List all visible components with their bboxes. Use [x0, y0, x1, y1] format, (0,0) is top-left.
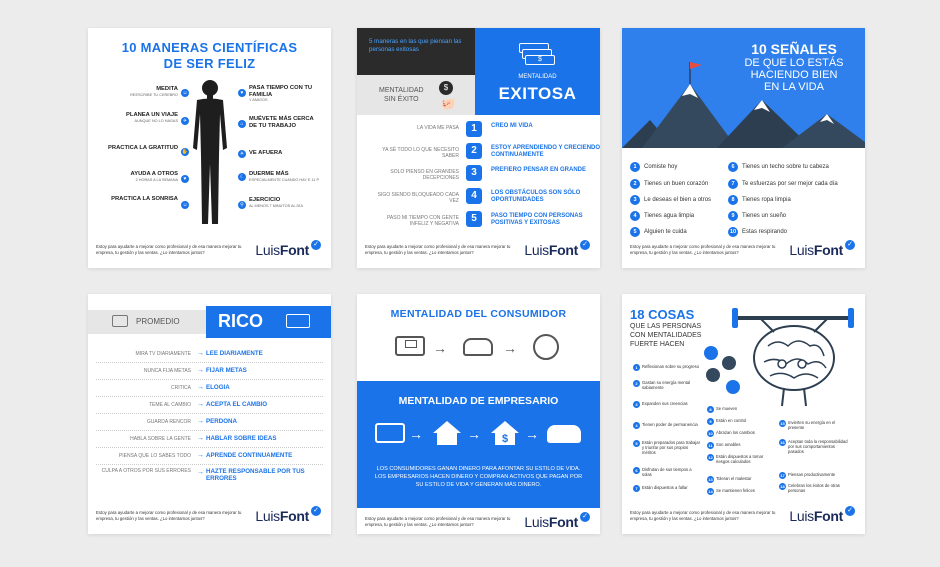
sign-1: 1 Comiste hoy [630, 162, 677, 173]
sign-3: 3 Le deseas el bien a otros [630, 195, 711, 206]
left-item-2: PLANEA UN VIAJE AUNQUE NO LO HAGAS [126, 112, 178, 123]
thing-2: 2 Gastan su energía mental sabiamente [642, 380, 702, 390]
thing-15: 15 Invierten su energía en el presente [780, 420, 836, 430]
infographic-success-mindset[interactable] [357, 28, 600, 268]
right-item-4: DUERME MÁS ESPECIALMENTE CUANDO HAY E 11 P [249, 171, 320, 182]
footer [96, 240, 323, 262]
check-icon: ✓ [311, 506, 321, 516]
sign-9: 9 Tienes un sueño [728, 211, 786, 222]
money-stack-icon [286, 314, 310, 328]
arrow-icon: → [409, 426, 423, 442]
card1-title-line1: 10 MANERAS CIENTÍFICAS [121, 40, 298, 55]
plane-icon: ✈ [182, 118, 188, 124]
rich-row-5: GUARDA RENCOR → PERDONA [96, 414, 323, 431]
rich-row-2: NUNCA FIJA METAS → FIJAR METAS [96, 363, 323, 380]
thing-12: 12 Están dispuestos a tomar riesgos calculados [708, 454, 764, 464]
intro-panel [357, 28, 475, 75]
luisfont-logo: LuisFont [789, 508, 843, 524]
footer: Estoy para ayudarte a mejorar como profesional y de esa manera mejorar tu empresa, tu gestión y las ventas. ¿Lo intentamos juntos? LuisFont ✓ [630, 240, 857, 262]
right-head-panel [206, 306, 331, 338]
human-silhouette-icon [189, 78, 231, 226]
entrepreneur-title: MENTALIDAD DE EMPRESARIO [398, 395, 559, 407]
thing-6: 6 Disfrutan de sus tiempos a solas [642, 467, 702, 477]
hand-money-icon [395, 336, 425, 356]
bed-icon: ☾ [239, 174, 245, 180]
thing-13: 13 Toleran el malestar [708, 476, 752, 482]
sign-4: 4 Tienes agua limpia [630, 211, 694, 222]
arrow-icon: → [433, 340, 447, 356]
right-head-2: EXITOSA [498, 84, 577, 103]
right-item-5: EJERCICIO AL MENOS 7 MINUTOS AL DÍA [249, 197, 303, 208]
right-item-2: MUÉVETE MÁS CERCA DE TU TRABAJO [249, 116, 314, 129]
rich-row-7: PIENSA QUE LO SABES TODO → APRENDE CONTINUAMENTE [96, 448, 323, 465]
infographic-18-things[interactable] [622, 294, 865, 534]
dollar-icon: $ [439, 81, 453, 95]
thing-16: 16 Aceptan toda la responsabilidad por sus comportamientos pasados [780, 439, 848, 454]
sign-7: 7 Te esfuerzas por ser mejor cada día [728, 179, 838, 190]
left-item-4: AYUDA A OTROS 2 HORAS A LA SEMANA [130, 171, 178, 182]
left-head-panel [88, 310, 206, 334]
money-stack-icon: $ [519, 43, 555, 67]
luisfont-logo: LuisFont [255, 508, 309, 524]
left-head: MENTALIDAD SIN ÉXITO [379, 87, 424, 103]
heart-icon: ♥ [238, 89, 246, 97]
arrow-icon: → [525, 426, 539, 442]
rich-row-1: MIRA TV DIARIAMENTE → LEE DIARIAMENTE [96, 346, 323, 363]
thing-17: 17 Piensan productivamente [780, 472, 836, 478]
hand-money-icon [375, 423, 405, 443]
location-icon: ⌂ [238, 120, 246, 128]
thing-18: 18 Celebran los éxitos de otras personas [780, 483, 840, 493]
infographic-ten-signs[interactable] [622, 28, 865, 268]
thing-11: 11 Son amables [708, 442, 741, 448]
entrepreneur-text: LOS CONSUMIDORES GANAN DINERO PARA AFONTAR SU ESTILO DE VIDA. LOS EMPRESARIOS HACEN DINERO Y COMPRAN ACTIVOS QUE PAGAN POR SU ESTILO DE VIDA Y GENERAN MÁS DINERO. [374, 466, 583, 488]
footer: Estoy para ayudarte a mejorar como profesional y de esa manera mejorar tu empresa, tu gestión y las ventas. ¿Lo intentamos juntos? LuisFont ✓ [630, 506, 857, 528]
sign-5: 5 Alguien te cuida [630, 227, 687, 238]
right-head: RICO [218, 311, 263, 331]
people-icon [704, 346, 718, 360]
compare-row-4: SIGO SIENDO BLOQUEADO CADA VEZ 4 LOS OBSTÁCULOS SON SÓLO OPORTUNIDADES [377, 190, 581, 204]
infographic-happy-ways[interactable] [88, 28, 331, 268]
check-icon: ✓ [311, 240, 321, 250]
check-icon: ✓ [580, 240, 590, 250]
thing-4: 4 Tienen poder de permanencia [642, 422, 702, 427]
compare-row-1: LA VIDA ME PASA 1 CREO MI VIDA [367, 119, 592, 141]
left-head-panel [357, 75, 475, 115]
thing-14: 14 Se mantienen felices [708, 488, 755, 494]
thing-1: 1 Reflexionan sobre su progreso [642, 364, 702, 369]
luisfont-logo: LuisFont [524, 514, 578, 530]
luisfont-logo: LuisFont [524, 242, 578, 258]
rich-row-3: CRITICA → ELOGIA [96, 380, 323, 397]
thing-10: 10 Abrazan los cambios [708, 430, 755, 436]
sign-10: 10 Estas respirando [729, 229, 788, 235]
right-item-1: PASA TIEMPO CON TU FAMILIA Y AMIGOS [249, 85, 313, 103]
left-item-1: MEDITA REESCRIBE TU CEREBRO [130, 86, 178, 97]
card1-title-line2: DE SER FELIZ [163, 56, 256, 71]
intro-text: 5 maneras en las que piensan las personas exitosas [369, 38, 462, 53]
infographic-average-vs-rich[interactable] [88, 294, 331, 534]
sign-2: 2 Tienes un buen corazón [630, 179, 708, 190]
rich-row-6: HABLA SOBRE LA GENTE → HABLAR SOBRE IDEAS [96, 431, 323, 448]
group-icon [706, 368, 720, 382]
car-icon [463, 338, 493, 356]
rich-row-4: TEME AL CAMBIO → ACEPTA EL CAMBIO [96, 397, 323, 414]
right-head-panel [475, 28, 600, 115]
compare-row-2: YA SÉ TODO LO QUE NECESITO SABER 2 ESTOY APRENDIENDO Y CRECIENDO CONTINUAMENTE [382, 145, 600, 159]
gratitude-icon: ✋ [181, 149, 189, 155]
check-icon: ✓ [845, 506, 855, 516]
brain-barbell-icon [728, 302, 858, 412]
check-icon: ✓ [580, 512, 590, 522]
sign-8: 8 Tienes ropa limpia [728, 195, 791, 206]
consumer-title: MENTALIDAD DEL CONSUMIDOR [390, 308, 567, 320]
svg-text:$: $ [501, 433, 509, 445]
luisfont-logo: LuisFont [789, 242, 843, 258]
compare-row-5: PASO MI TIEMPO CON GENTE INFELIZ Y NEGATIVA 5 PASO TIEMPO CON PERSONAS POSITIVAS Y EXITOSAS [386, 213, 583, 227]
steering-wheel-icon [533, 334, 559, 360]
house-icon [431, 419, 463, 447]
car-icon [547, 425, 581, 443]
left-item-3: PRACTICA LA GRATITUD [108, 145, 178, 151]
smile-icon: ☺ [182, 202, 188, 208]
money-icon [112, 315, 128, 327]
bike-icon: ⚲ [238, 201, 246, 209]
card1-title [88, 40, 331, 72]
card3-title: 10 SEÑALES DE QUE LO ESTÁS HACIENDO BIEN EN LA VIDA [744, 41, 844, 93]
meditate-icon: ☺ [182, 90, 188, 96]
right-item-3: VE AFUERA [249, 150, 283, 156]
rich-row-8: CULPA A OTROS POR SUS ERRORES → HAZTE RESPONSABLE POR TUS ERRORES [101, 468, 305, 482]
arrow-icon: → [503, 340, 517, 356]
right-head-1: MENTALIDAD [518, 74, 557, 80]
outdoor-icon: ☀ [239, 151, 245, 157]
compare-row-3: SOLO PIENSO EN GRANDES DECEPCIONES 3 PREFIERO PENSAR EN GRANDE [390, 167, 587, 181]
footer-text: Estoy para ayudarte a mejorar como profesional y de esa manera mejorar tu empresa, tu gestión y las ventas. ¿Lo intentamos juntos? [96, 244, 242, 255]
person-icon [722, 356, 736, 370]
infographic-consumer-vs-entrepreneur[interactable] [357, 294, 600, 534]
thing-3: 3 Expanden sus creencias [642, 401, 702, 406]
help-icon: ♥ [181, 175, 189, 183]
arrow-icon: → [467, 426, 481, 442]
left-head: PROMEDIO [136, 317, 180, 326]
footer: Estoy para ayudarte a mejorar como profesional y de esa manera mejorar tu empresa, tu gestión y las ventas. ¿Lo intentamos juntos? LuisFont ✓ [96, 506, 323, 528]
piggy-bank-icon: 🐖 [441, 97, 456, 111]
check-icon: ✓ [845, 240, 855, 250]
thing-8: 8 Se mueven [716, 406, 776, 411]
thing-7: 7 Están dispuestos a fallar [642, 485, 702, 490]
luisfont-logo: LuisFont [255, 242, 309, 258]
thing-9: 9 Están en control [716, 418, 776, 423]
house-dollar-icon [489, 419, 521, 447]
left-item-5: PRACTICA LA SONRISA [111, 196, 178, 202]
sign-6: 6 Tienes un techo sobre tu cabeza [728, 162, 829, 173]
gear-icon [726, 380, 740, 394]
footer: Estoy para ayudarte a mejorar como profesional y de esa manera mejorar tu empresa, tu gestión y las ventas. ¿Lo intentamos juntos? LuisFont ✓ [357, 508, 600, 534]
footer: Estoy para ayudarte a mejorar como profesional y de esa manera mejorar tu empresa, tu gestión y las ventas. ¿Lo intentamos juntos? LuisFont ✓ [365, 240, 592, 262]
card6-title: 18 COSAS QUE LAS PERSONAS CON MENTALIDADES FUERTE HACEN [630, 307, 702, 348]
thing-5: 5 Están preparados para trabajar y triunfar por sus propios méritos [642, 440, 702, 455]
